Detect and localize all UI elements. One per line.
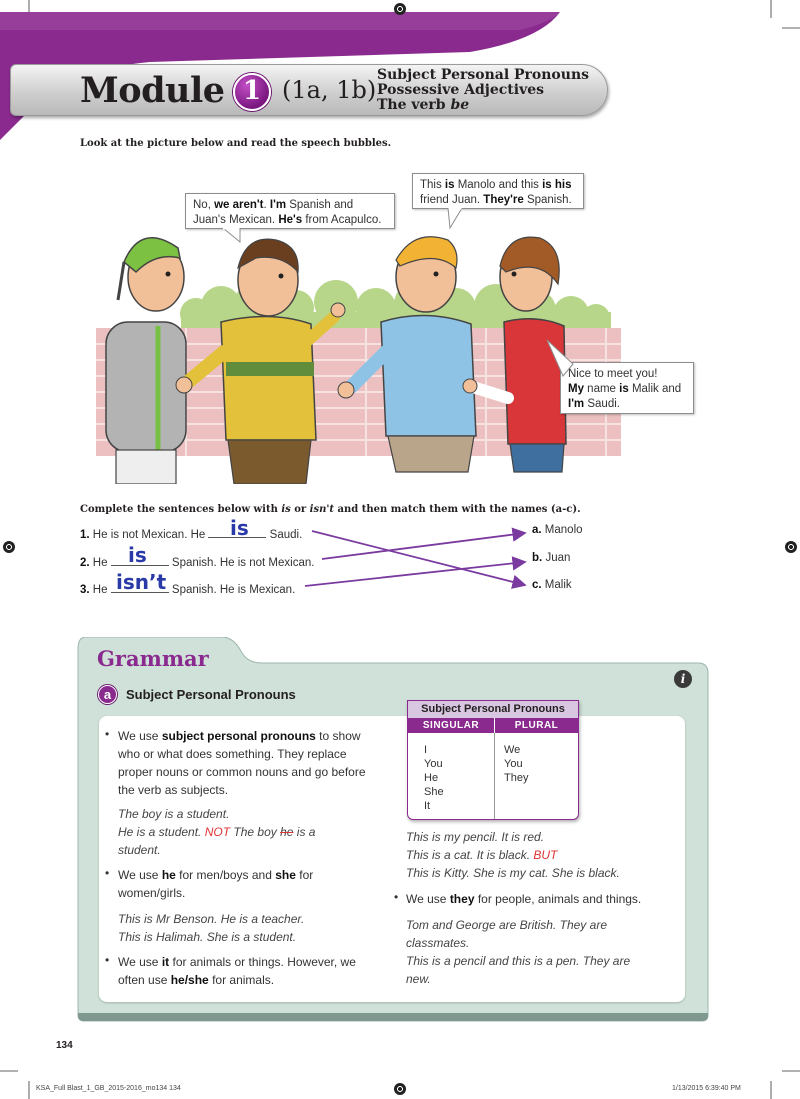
- page-number: 134: [56, 1040, 73, 1051]
- exercise-instruction: Complete the sentences below with is or isn't and then match them with the names (a-c).: [80, 504, 581, 515]
- exercise-answer-2[interactable]: is: [128, 543, 147, 567]
- grammar-rule-4: We use they for people, animals and things.: [406, 892, 642, 906]
- pronoun-table-col-plural: PLURAL: [495, 718, 578, 733]
- bullet-icon: •: [105, 866, 110, 880]
- exercise-item-2: 2. He Spanish. He is not Mexican.: [80, 552, 314, 569]
- pronoun-singular: He: [424, 772, 439, 784]
- module-topic-3: The verb be: [377, 97, 470, 113]
- pronoun-plural: They: [504, 772, 529, 784]
- picture-instruction: Look at the picture below and read the speech bubbles.: [80, 138, 392, 149]
- section-letter-badge: a: [98, 685, 117, 704]
- match-line-2-a: [322, 533, 525, 559]
- match-line-3-b: [305, 562, 525, 586]
- match-option-a: a. Manolo: [532, 524, 583, 536]
- match-line-1-c: [312, 531, 525, 585]
- bullet-icon: •: [105, 727, 110, 741]
- pronoun-table-title: Subject Personal Pronouns: [408, 701, 578, 718]
- pronoun-singular: I: [424, 744, 428, 756]
- pronoun-table-col-singular: SINGULAR: [408, 718, 494, 733]
- exercise-item-3: 3. He Spanish. He is Mexican.: [80, 579, 295, 596]
- pronoun-plural: You: [504, 758, 523, 770]
- exercise-answer-1[interactable]: is: [230, 516, 249, 540]
- grammar-title: Grammar: [97, 646, 209, 671]
- info-icon[interactable]: i: [674, 670, 692, 688]
- registration-mark-icon: [785, 541, 797, 553]
- footer-date: 1/13/2015 6:39:40 PM: [672, 1085, 741, 1092]
- registration-mark-icon: [394, 3, 406, 15]
- module-number-badge: 1: [233, 73, 271, 111]
- module-units: (1a, 1b): [282, 76, 377, 104]
- pronoun-singular: You: [424, 758, 443, 770]
- pronoun-plural: We: [504, 744, 521, 756]
- pronoun-singular: She: [424, 786, 444, 798]
- module-heading: Module: [80, 70, 225, 111]
- module-topic-2: Possessive Adjectives: [377, 82, 545, 98]
- match-option-b: b. Juan: [532, 552, 571, 564]
- grammar-rule-1: We use subject personal pronouns to show who or what does something. They replace proper nouns or common nouns and go before the verb as subjects.: [118, 729, 366, 797]
- footer-file: KSA_Full Blast_1_GB_2015-2016_mo134 134: [36, 1085, 181, 1092]
- registration-mark-icon: [3, 541, 15, 553]
- pronoun-singular: It: [424, 800, 431, 812]
- speech-bubble-middle: This is Manolo and this is his friend Juan. They're Spanish.: [412, 173, 584, 209]
- match-option-c: c. Malik: [532, 579, 572, 591]
- module-topic-1: Subject Personal Pronouns: [377, 67, 590, 83]
- exercise-item-1: 1. He is not Mexican. He Saudi.: [80, 524, 302, 541]
- exercise-answer-3[interactable]: isn’t: [116, 570, 167, 594]
- bullet-icon: •: [394, 890, 399, 904]
- grammar-example-3: This is my pencil. It is red. This is a cat. It is black. BUT This is Kitty. She is my cat. She is black.: [406, 830, 620, 880]
- bullet-icon: •: [105, 953, 110, 967]
- grammar-example-1: The boy is a student. He is a student. NOT The boy he is a student.: [118, 807, 316, 857]
- section-heading: Subject Personal Pronouns: [126, 687, 296, 702]
- pronoun-table: [407, 700, 579, 820]
- grammar-rule-2: We use he for men/boys and she for women/girls.: [118, 868, 314, 900]
- speech-bubble-left: No, we aren't. I'm Spanish and Juan's Mexican. He's from Acapulco.: [185, 193, 395, 229]
- grammar-rule-3: We use it for animals or things. However, we often use he/she for animals.: [118, 955, 356, 987]
- grammar-example-4: Tom and George are British. They are classmates. This is a pencil and this is a pen. They are new.: [406, 918, 631, 986]
- grammar-example-2: This is Mr Benson. He is a teacher. This is Halimah. She is a student.: [118, 912, 305, 944]
- speech-bubble-right: Nice to meet you! My name is Malik and I'm Saudi.: [560, 362, 694, 414]
- registration-mark-icon: [394, 1083, 406, 1095]
